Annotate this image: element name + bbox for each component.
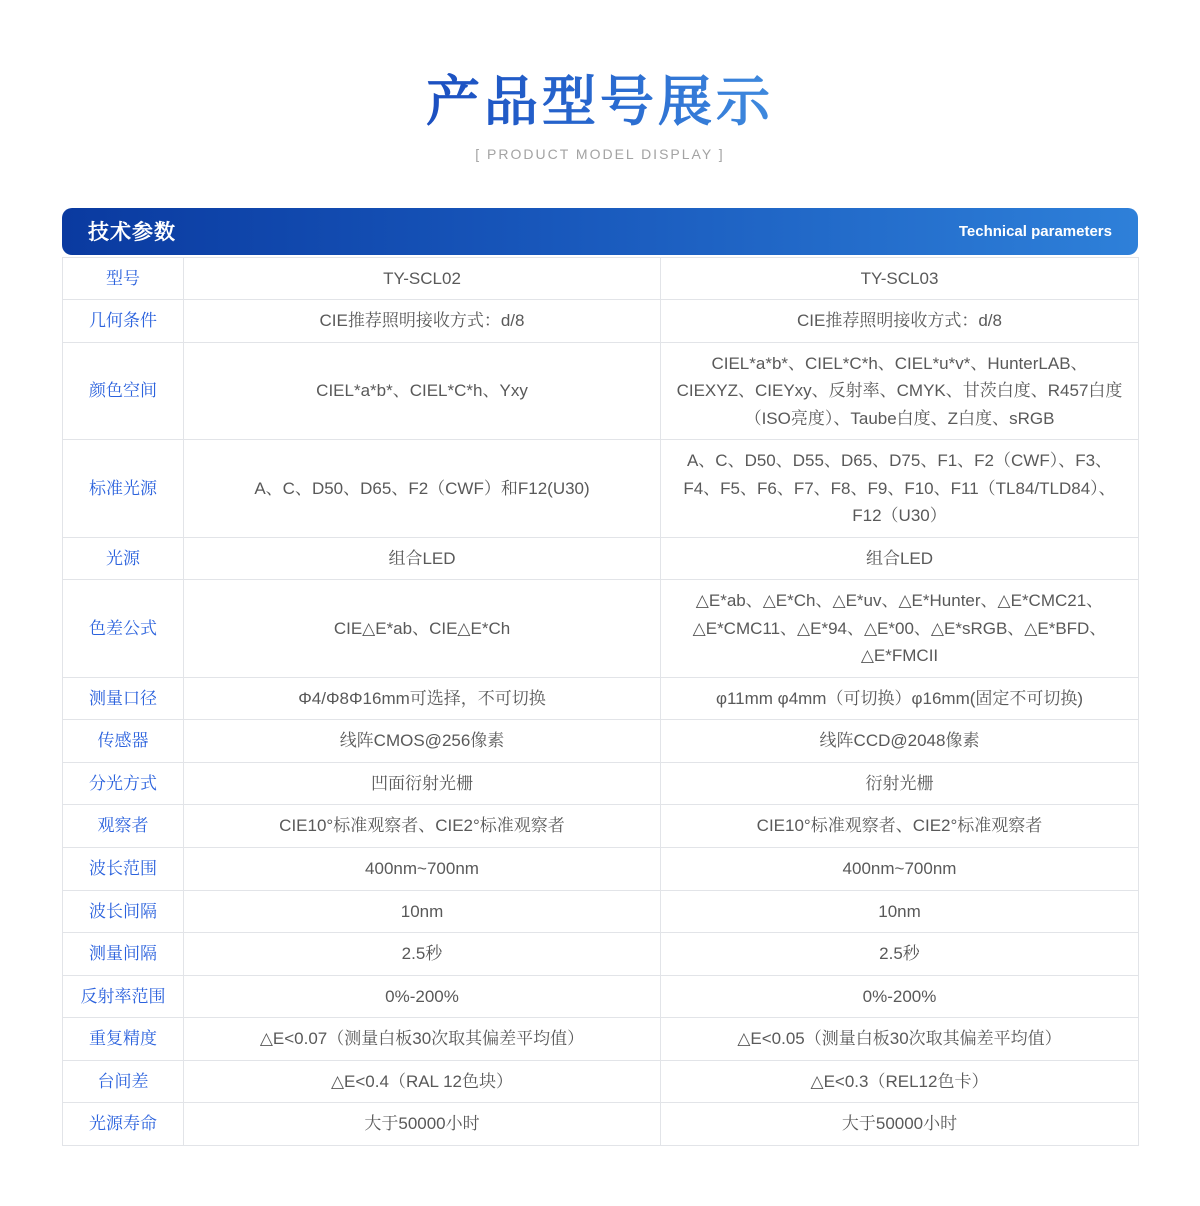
spec-value-ty-scl03: 0%-200% [661,975,1139,1018]
spec-value-ty-scl02: CIE10°标准观察者、CIE2°标准观察者 [184,805,661,848]
table-row [63,848,1139,891]
row-label: 光源寿命 [63,1103,184,1146]
spec-value-ty-scl02: CIE推荐照明接收方式：d/8 [184,300,661,343]
spec-table [62,257,1139,1146]
table-row [63,537,1139,580]
spec-value-ty-scl02: 0%-200% [184,975,661,1018]
spec-value-ty-scl02: 线阵CMOS@256像素 [184,720,661,763]
spec-value-ty-scl03: CIE推荐照明接收方式：d/8 [661,300,1139,343]
spec-value-ty-scl03: A、C、D50、D55、D65、D75、F1、F2（CWF）、F3、F4、F5、F6、F7、F8、F9、F10、F11（TL84/TLD84）、F12（U30） [661,440,1139,538]
spec-value-ty-scl03: 400nm~700nm [661,848,1139,891]
spec-value-ty-scl03: 衍射光栅 [661,762,1139,805]
page-title: 产品型号展示 [426,68,774,136]
spec-value-ty-scl02: △E<0.4（RAL 12色块） [184,1060,661,1103]
table-header-title-en: Technical parameters [958,222,1112,240]
spec-value-ty-scl02: Φ4/Φ8Φ16mm可选择，不可切换 [184,677,661,720]
spec-value-ty-scl02: CIE△E*ab、CIE△E*Ch [184,580,661,678]
spec-value-ty-scl02: △E<0.07（测量白板30次取其偏差平均值） [184,1018,661,1061]
table-header-title-zh: 技术参数 [88,221,176,244]
row-label: 型号 [63,257,184,300]
spec-value-ty-scl03: △E<0.3（REL12色卡） [661,1060,1139,1103]
table-row [63,440,1139,538]
spec-value-ty-scl03: △E*ab、△E*Ch、△E*uv、△E*Hunter、△E*CMC21、△E*CMC11、△E*94、△E*00、△E*sRGB、△E*BFD、△E*FMCII [661,580,1139,678]
spec-value-ty-scl02: 400nm~700nm [184,848,661,891]
row-label: 色差公式 [63,580,184,678]
row-label: 分光方式 [63,762,184,805]
title-section [0,0,1200,162]
spec-value-ty-scl03: φ11mm φ4mm（可切换）φ16mm(固定不可切换) [661,677,1139,720]
spec-value-ty-scl02: 组合LED [184,537,661,580]
row-label: 传感器 [63,720,184,763]
table-row [63,580,1139,678]
spec-table-header [62,208,1138,255]
row-label: 重复精度 [63,1018,184,1061]
spec-value-ty-scl03: 2.5秒 [661,933,1139,976]
row-label: 测量间隔 [63,933,184,976]
spec-value-ty-scl02: 2.5秒 [184,933,661,976]
spec-value-ty-scl03: 组合LED [661,537,1139,580]
table-row [63,1103,1139,1146]
table-row [63,890,1139,933]
row-label: 测量口径 [63,677,184,720]
table-row [63,1018,1139,1061]
table-row [63,342,1139,440]
row-label: 标准光源 [63,440,184,538]
row-label: 观察者 [63,805,184,848]
table-row [63,933,1139,976]
spec-value-ty-scl02: 10nm [184,890,661,933]
spec-table-card [62,208,1138,1146]
row-label: 波长间隔 [63,890,184,933]
spec-value-ty-scl03: 线阵CCD@2048像素 [661,720,1139,763]
table-row [63,677,1139,720]
table-row [63,720,1139,763]
spec-value-ty-scl03: 大于50000小时 [661,1103,1139,1146]
spec-value-ty-scl02: A、C、D50、D65、F2（CWF）和F12(U30) [184,440,661,538]
table-row [63,762,1139,805]
row-label: 台间差 [63,1060,184,1103]
spec-value-ty-scl03: CIE10°标准观察者、CIE2°标准观察者 [661,805,1139,848]
spec-value-ty-scl02: CIEL*a*b*、CIEL*C*h、Yxy [184,342,661,440]
table-row [63,805,1139,848]
row-label: 反射率范围 [63,975,184,1018]
table-row [63,300,1139,343]
spec-value-ty-scl02: 凹面衍射光栅 [184,762,661,805]
table-row [63,975,1139,1018]
page-subtitle: [ PRODUCT MODEL DISPLAY ] [475,145,725,162]
table-row [63,1060,1139,1103]
table-row [63,257,1139,300]
spec-value-ty-scl03: TY-SCL03 [661,257,1139,300]
spec-value-ty-scl03: 10nm [661,890,1139,933]
row-label: 几何条件 [63,300,184,343]
row-label: 颜色空间 [63,342,184,440]
spec-value-ty-scl03: CIEL*a*b*、CIEL*C*h、CIEL*u*v*、HunterLAB、CIEXYZ、CIEYxy、反射率、CMYK、甘茨白度、R457白度（ISO亮度）、Taube白度、Z白度、sRGB [661,342,1139,440]
row-label: 光源 [63,537,184,580]
spec-value-ty-scl03: △E<0.05（测量白板30次取其偏差平均值） [661,1018,1139,1061]
row-label: 波长范围 [63,848,184,891]
spec-value-ty-scl02: TY-SCL02 [184,257,661,300]
spec-value-ty-scl02: 大于50000小时 [184,1103,661,1146]
